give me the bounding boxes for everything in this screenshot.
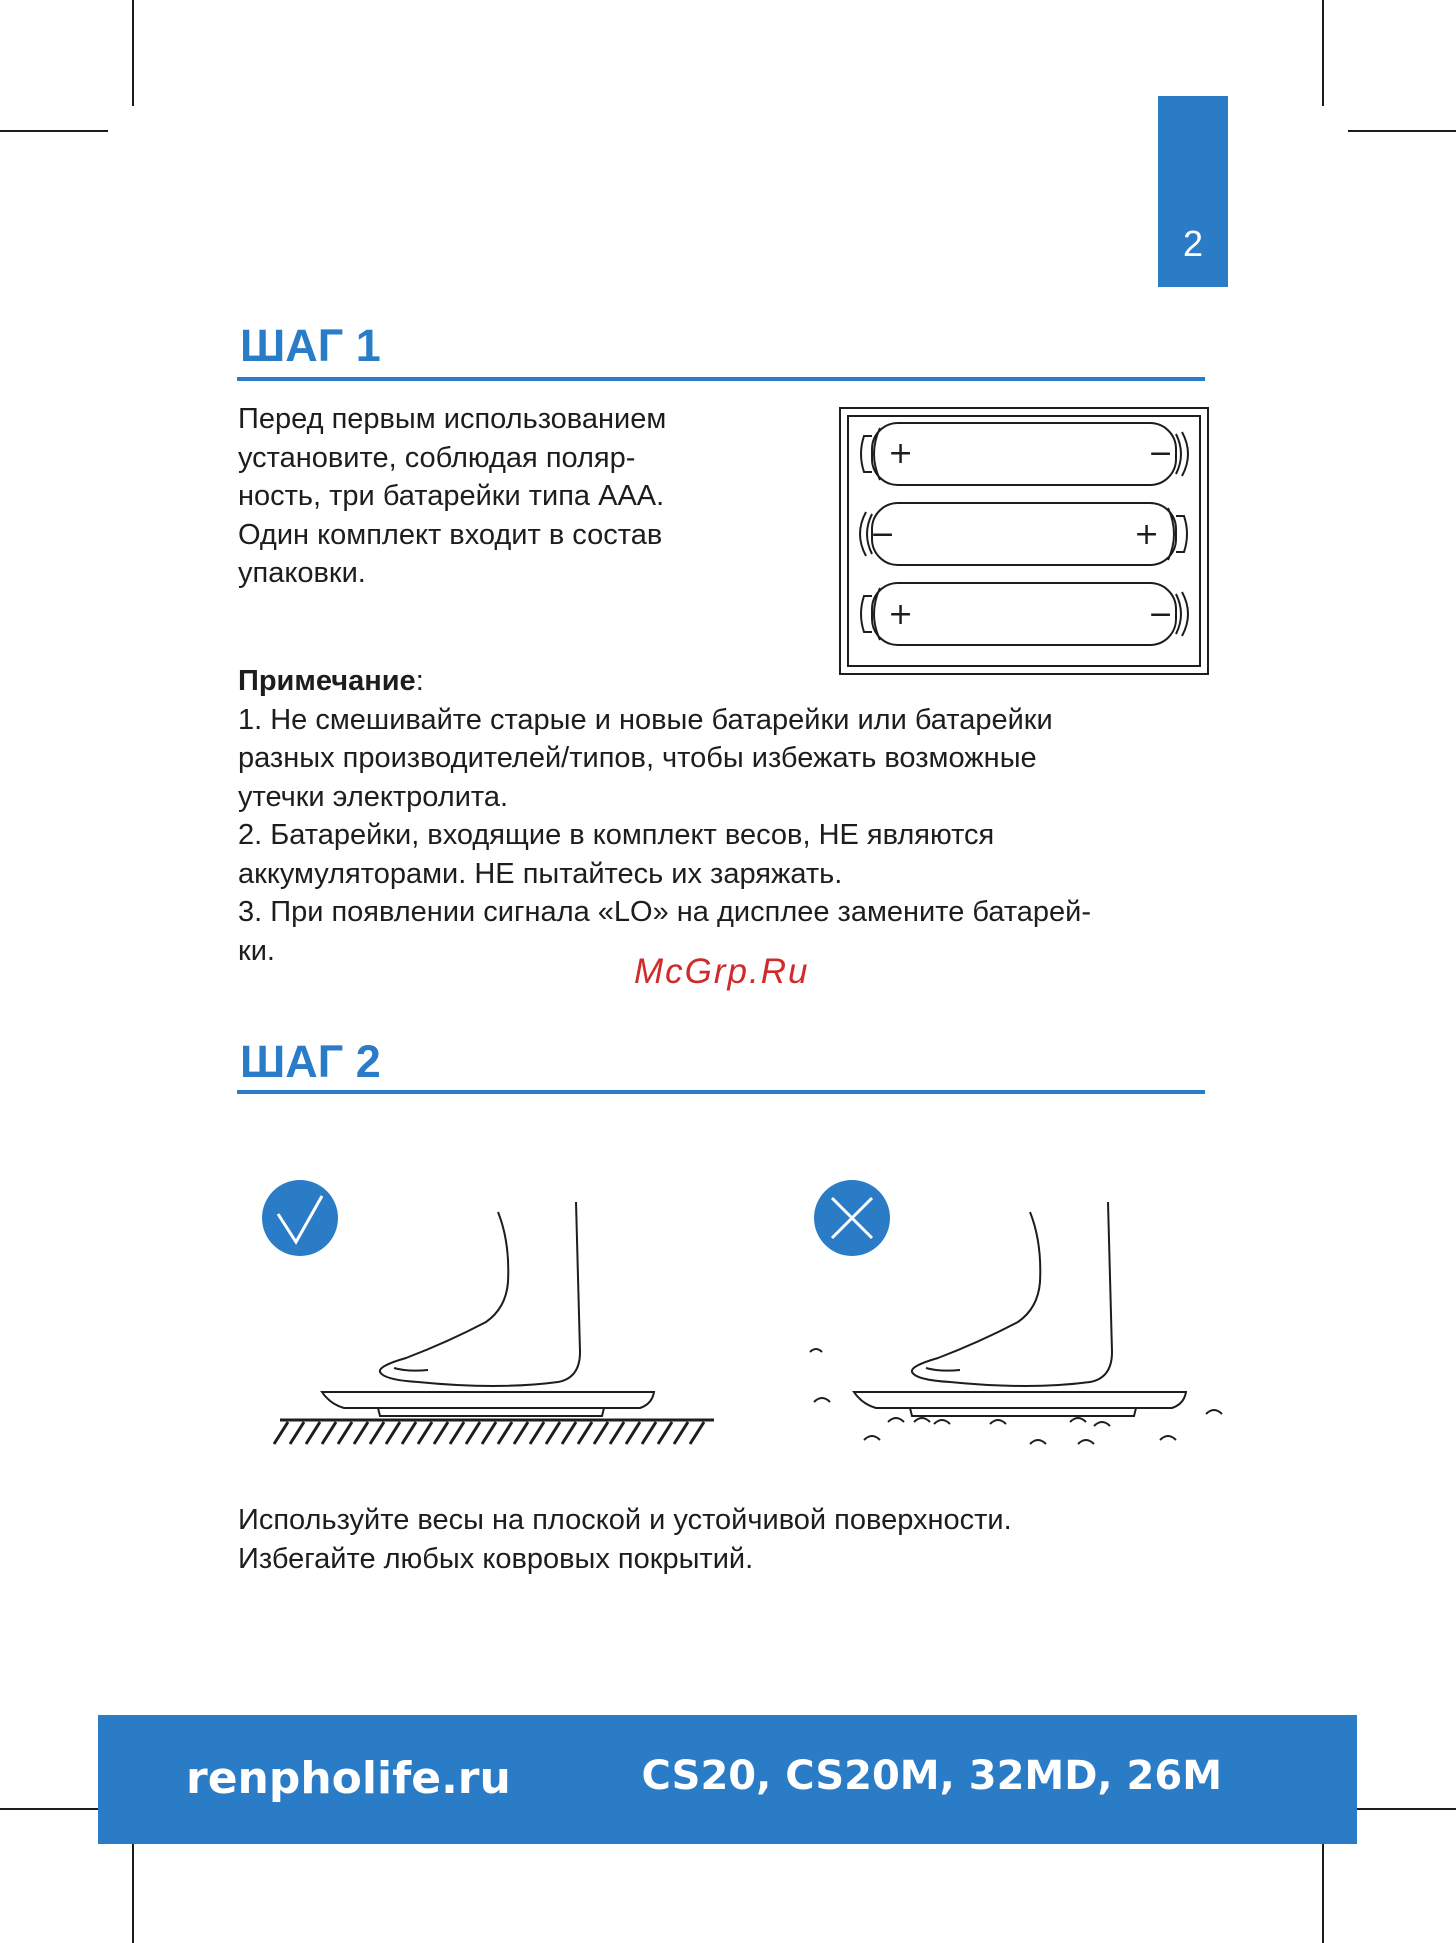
check-icon xyxy=(262,1180,338,1256)
wrong-usage-illustration xyxy=(802,1182,1232,1447)
text-line: Один комплект входит в состав xyxy=(238,518,663,551)
minus-symbol: − xyxy=(870,517,896,552)
plus-symbol: + xyxy=(888,436,914,471)
crop-mark xyxy=(1348,1808,1456,1810)
foot xyxy=(380,1202,580,1386)
foot xyxy=(912,1202,1112,1386)
plus-symbol: + xyxy=(1134,517,1160,552)
step2-divider xyxy=(237,1090,1205,1094)
text-line: ность, три батарейки типа ААА. xyxy=(238,480,665,512)
step1-divider xyxy=(237,377,1205,381)
plus-symbol: + xyxy=(888,597,914,632)
scale xyxy=(854,1392,1186,1416)
crop-mark xyxy=(0,1808,108,1810)
minus-symbol: − xyxy=(1148,436,1174,471)
text-line: утечки электролита. xyxy=(238,780,509,813)
scale xyxy=(322,1392,654,1416)
text-line: Избегайте любых ковровых покрытий. xyxy=(238,1542,754,1575)
footer-website: renpholife.ru xyxy=(186,1753,511,1804)
step1-notes xyxy=(238,662,1218,970)
page-number-tab xyxy=(1158,96,1228,287)
step2-title: ШАГ 2 xyxy=(240,1036,381,1087)
text-line: ки. xyxy=(238,934,275,967)
correct-usage-illustration xyxy=(258,1182,728,1447)
text-line: 1. Не смешивайте старые и новые батарейки или батарейки xyxy=(238,703,1053,736)
crop-mark xyxy=(1322,1837,1324,1943)
text-line: Перед первым использованием xyxy=(238,403,667,435)
floor-hatching xyxy=(274,1422,704,1444)
text-line: установите, соблюдая поляр- xyxy=(238,441,636,474)
text-line: упаковки. xyxy=(238,557,366,589)
note-label: Примечание xyxy=(238,665,416,697)
note-colon: : xyxy=(415,665,424,697)
text-line: 2. Батарейки, входящие в комплект весов, НЕ являются xyxy=(238,819,995,851)
text-line: разных производителей/типов, чтобы избежать возможные xyxy=(238,742,1037,774)
watermark: McGrp.Ru xyxy=(634,952,810,991)
note-heading xyxy=(238,662,1218,701)
text-line: 3. При появлении сигнала «LO» на дисплее замените батарей- xyxy=(238,896,1092,928)
crop-mark xyxy=(1322,0,1324,106)
crop-mark xyxy=(132,0,134,106)
text-line: Используйте весы на плоской и устойчивой поверхности. xyxy=(238,1504,1012,1536)
step2-instructions xyxy=(238,1501,1218,1578)
text-line: аккумуляторами. НЕ пытайтесь их заряжать. xyxy=(238,857,843,890)
page-number: 2 xyxy=(1182,223,1204,264)
minus-symbol: − xyxy=(1148,597,1174,632)
footer-models: CS20, CS20M, 32MD, 26M xyxy=(641,1753,1222,1799)
footer-bar xyxy=(98,1715,1357,1844)
carpet-fibers xyxy=(810,1349,1222,1444)
step1-title: ШАГ 1 xyxy=(240,320,381,371)
crop-mark xyxy=(132,1837,134,1943)
crop-mark xyxy=(0,130,108,132)
crop-mark xyxy=(1348,130,1456,132)
step1-intro xyxy=(238,400,778,593)
battery-compartment-illustration xyxy=(838,406,1210,676)
